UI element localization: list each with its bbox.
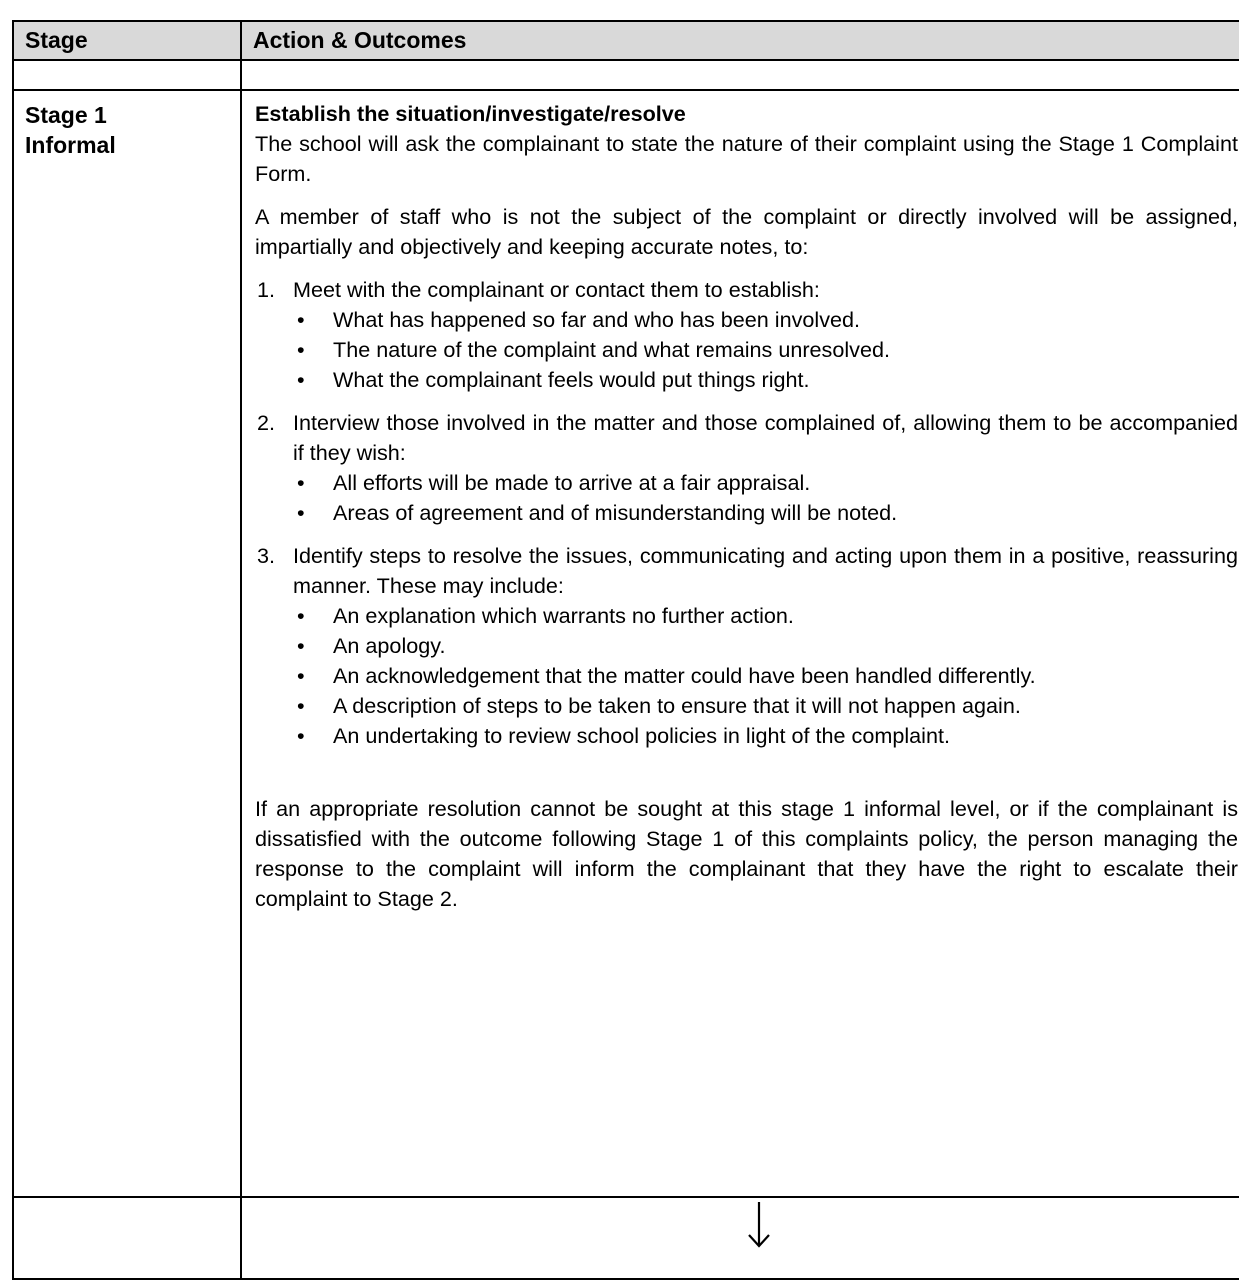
header-cell-action	[241, 21, 1239, 60]
arrow-row-right-cell	[241, 1197, 1239, 1279]
step-number: 2.	[257, 410, 276, 435]
header-action-label: Action & Outcomes	[253, 27, 467, 53]
stage1-content-cell	[241, 90, 1239, 1197]
arrow-row	[13, 1197, 1239, 1279]
stage1-label: Stage 1	[25, 102, 107, 128]
list-item: • An apology.	[293, 631, 1238, 661]
list-item: • An explanation which warrants no further action.	[293, 601, 1238, 631]
stage1-heading: Establish the situation/investigate/resolve	[255, 101, 686, 126]
blank-cell-1	[13, 60, 241, 90]
step-text: Identify steps to resolve the issues, communicating and acting upon them in a positive, reassuring manner. These may include:	[293, 543, 1238, 598]
table-header-row	[13, 21, 1239, 60]
stage1-assign: A member of staff who is not the subject of the complaint or directly involved will be assigned, impartially and objectively and keeping accurate notes, to:	[255, 204, 1238, 259]
step-2	[255, 408, 1238, 468]
list-item: • Areas of agreement and of misunderstanding will be noted.	[293, 498, 1238, 528]
stages-table	[12, 20, 1239, 1280]
list-item: • What has happened so far and who has been involved.	[293, 305, 1238, 335]
stage1-label-cell	[13, 90, 241, 1197]
list-item: • All efforts will be made to arrive at a fair appraisal.	[293, 468, 1238, 498]
list-item: • The nature of the complaint and what remains unresolved.	[293, 335, 1238, 365]
arrow-row-left-cell	[13, 1197, 241, 1279]
list-item: • A description of steps to be taken to ensure that it will not happen again.	[293, 691, 1238, 721]
blank-cell-2	[241, 60, 1239, 90]
list-item: • What the complainant feels would put things right.	[293, 365, 1238, 395]
down-arrow-icon	[747, 1202, 771, 1248]
step-3-bullets	[255, 601, 1238, 751]
step-text: Meet with the complainant or contact them to establish:	[293, 277, 820, 302]
step-number: 1.	[257, 277, 276, 302]
stage1-sublabel: Informal	[25, 132, 116, 158]
step-2-bullets	[255, 468, 1238, 528]
header-cell-stage	[13, 21, 241, 60]
step-1-bullets	[255, 305, 1238, 395]
stage1-escalation: If an appropriate resolution cannot be sought at this stage 1 informal level, or if the complainant is dissatisfied with the outcome following Stage 1 of this complaints policy, the person managing the response to the complaint will inform the complainant that they have the right to escalate their complaint to Stage 2.	[255, 796, 1238, 911]
step-3	[255, 541, 1238, 601]
blank-row	[13, 60, 1239, 90]
stage1-row	[13, 90, 1239, 1197]
step-text: Interview those involved in the matter and those complained of, allowing them to be accompanied if they wish:	[293, 410, 1238, 465]
step-number: 3.	[257, 543, 276, 568]
list-item: • An undertaking to review school policies in light of the complaint.	[293, 721, 1238, 751]
stage1-intro: The school will ask the complainant to state the nature of their complaint using the Stage 1 Complaint Form.	[255, 131, 1238, 186]
list-item: • An acknowledgement that the matter could have been handled differently.	[293, 661, 1238, 691]
header-stage-label: Stage	[25, 27, 88, 53]
step-1	[255, 275, 1238, 305]
